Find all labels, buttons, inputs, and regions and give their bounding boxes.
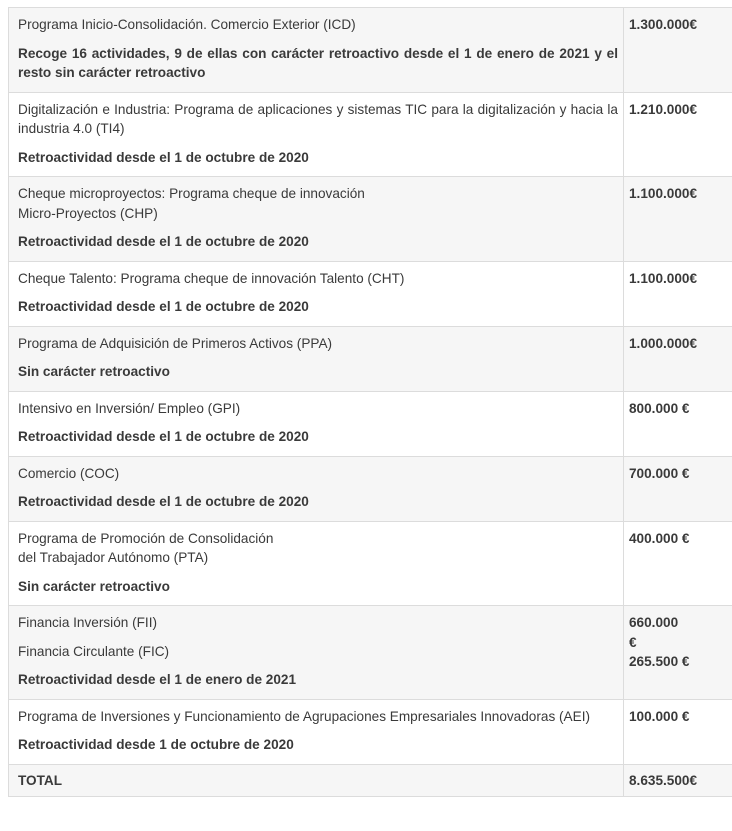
program-description-cell xyxy=(9,521,624,606)
amount-value: 1.100.000€ xyxy=(629,186,698,201)
amount-value: 400.000 € xyxy=(629,530,690,546)
amount-value: 1.210.000€ xyxy=(629,101,698,117)
program-description-cell xyxy=(9,456,624,521)
retroactivity-note: Sin carácter retroactivo xyxy=(18,578,170,594)
amount-cell xyxy=(624,261,732,326)
retroactivity-note: Sin carácter retroactivo xyxy=(18,364,170,379)
total-amount-cell xyxy=(624,764,732,797)
amount-cell xyxy=(624,606,732,700)
amount-cell xyxy=(624,699,732,764)
program-description-cell xyxy=(9,391,624,456)
amount-cell xyxy=(624,521,732,606)
retroactivity-note: Retroactividad desde el 1 de octubre de 2020 xyxy=(18,149,309,165)
program-description-cell xyxy=(9,606,624,700)
program-name: Cheque Talento: Programa cheque de innovación Talento (CHT) xyxy=(18,270,405,286)
program-description-cell xyxy=(9,261,624,326)
table-row xyxy=(9,326,732,391)
amount-cell xyxy=(624,456,732,521)
program-name-continued: Micro-Proyectos (CHP) xyxy=(18,205,158,221)
program-name: Programa de Promoción de Consolidación xyxy=(18,530,274,546)
programs-table xyxy=(8,7,732,797)
program-name: Programa de Inversiones y Funcionamiento de Agrupaciones Empresariales Innovadoras (AEI) xyxy=(18,708,590,724)
amount-cell xyxy=(624,326,732,391)
amount-currency: € xyxy=(629,634,637,650)
table-row xyxy=(9,261,732,326)
retroactivity-note: Retroactividad desde el 1 de enero de 2021 xyxy=(18,672,297,687)
program-description-cell xyxy=(9,326,624,391)
table-row xyxy=(9,521,732,606)
program-name: Digitalización e Industria: Programa de aplicaciones y sistemas TIC para la digitalización y hacia la industria 4.0 (TI4) xyxy=(18,101,618,136)
amount-value: 700.000 € xyxy=(629,465,690,481)
table-row xyxy=(9,699,732,764)
amount-cell xyxy=(624,177,732,262)
amount-value-second: 265.500 € xyxy=(629,654,690,669)
amount-value: 800.000 € xyxy=(629,400,690,416)
table-row xyxy=(9,92,732,177)
total-label-cell xyxy=(9,764,624,797)
program-description-cell xyxy=(9,8,624,93)
table-row xyxy=(9,8,732,93)
retroactivity-note: Retroactividad desde el 1 de octubre de 2020 xyxy=(18,494,309,509)
program-name: Programa Inicio-Consolidación. Comercio Exterior (ICD) xyxy=(18,17,356,32)
program-description-cell xyxy=(9,177,624,262)
retroactivity-note: Retroactividad desde 1 de octubre de 2020 xyxy=(18,737,294,752)
total-amount: 8.635.500€ xyxy=(629,772,698,788)
retroactivity-note: Retroactividad desde el 1 de octubre de 2020 xyxy=(18,429,309,444)
table-row xyxy=(9,177,732,262)
amount-value: 100.000 € xyxy=(629,708,690,724)
program-description-cell xyxy=(9,92,624,177)
program-name-continued: del Trabajador Autónomo (PTA) xyxy=(18,550,209,565)
amount-value: 1.000.000€ xyxy=(629,335,698,351)
total-row xyxy=(9,764,732,797)
amount-cell xyxy=(624,391,732,456)
program-name: Financia Inversión (FII) xyxy=(18,615,158,630)
retroactivity-note: Retroactividad desde el 1 de octubre de 2020 xyxy=(18,234,309,249)
program-name: Programa de Adquisición de Primeros Activos (PPA) xyxy=(18,335,333,351)
table-row xyxy=(9,606,732,700)
retroactivity-note: Retroactividad desde el 1 de octubre de 2020 xyxy=(18,299,309,314)
program-name: Intensivo en Inversión/ Empleo (GPI) xyxy=(18,400,241,416)
amount-cell xyxy=(624,8,732,93)
table-row xyxy=(9,456,732,521)
program-name: Comercio (COC) xyxy=(18,465,120,481)
amount-value: 1.100.000€ xyxy=(629,270,698,286)
retroactivity-note: Recoge 16 actividades, 9 de ellas con carácter retroactivo desde el 1 de enero de 2021 y el resto sin carácter retroactivo xyxy=(18,45,618,80)
program-name-second: Financia Circulante (FIC) xyxy=(18,643,170,659)
program-name: Cheque microproyectos: Programa cheque de innovación xyxy=(18,186,365,201)
amount-value: 1.300.000€ xyxy=(629,17,698,32)
table-row xyxy=(9,391,732,456)
total-label: TOTAL xyxy=(18,772,63,788)
amount-value: 660.000 xyxy=(629,615,679,630)
program-description-cell xyxy=(9,699,624,764)
amount-cell xyxy=(624,92,732,177)
